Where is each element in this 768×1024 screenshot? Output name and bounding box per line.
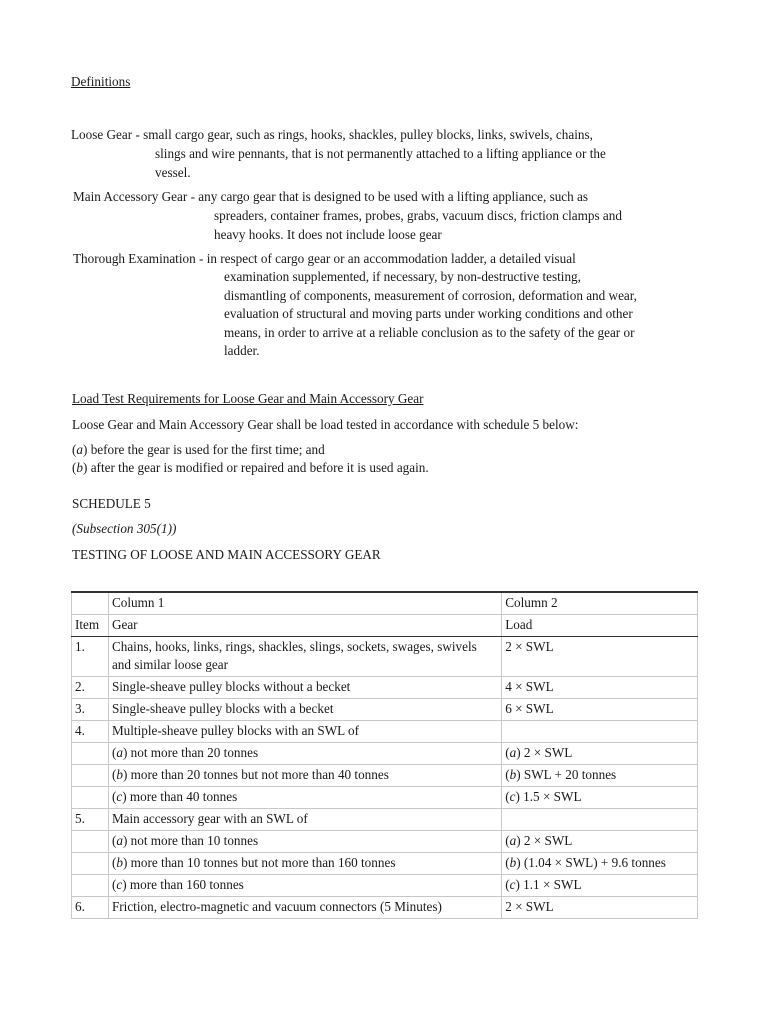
gear-cell: (b) more than 20 tonnes but not more than 40 tonnes [108,765,501,787]
table-header-row [72,615,698,637]
definition-term: Loose Gear [71,127,133,142]
load-text: SWL + 20 tonnes [523,767,617,782]
load-cell: (b) SWL + 20 tonnes [502,765,698,787]
item-number [72,743,109,765]
sub-letter: c [509,877,516,892]
gear-cell: Single-sheave pulley blocks without a becket [108,677,501,699]
load-text: 2 × SWL [523,745,573,760]
sub-letter: c [116,877,123,892]
item-number [72,787,109,809]
item-number: 1. [72,637,109,677]
definition-line: any cargo gear that is designed to be used with a lifting appliance, such as [198,189,589,204]
definition-line: small cargo gear, such as rings, hooks, shackles, pulley blocks, links, swivels, chains, [143,127,593,142]
definition-term: Thorough Examination [73,251,196,266]
gear-header: Gear [108,615,501,637]
table-row [72,787,698,809]
gear-text: not more than 20 tonnes [130,745,259,760]
table-row [72,721,698,743]
load-cell [502,809,698,831]
gear-text: not more than 10 tonnes [130,833,259,848]
condition-b: (b) after the gear is modified or repaired and before it is used again. [72,460,429,475]
item-header: Item [72,615,109,637]
item-number: 2. [72,677,109,699]
gear-cell: (c) more than 160 tonnes [108,875,501,897]
load-cell: 6 × SWL [502,699,698,721]
sub-letter: b [509,767,517,782]
sub-letter: b [116,855,123,870]
load-cell: (a) 2 × SWL [502,743,698,765]
column-2-header: Column 2 [502,592,698,615]
sub-letter: b [116,767,123,782]
definition-line: evaluation of structural and moving parts under working conditions and other [224,306,633,321]
definition-line: examination supplemented, if necessary, by non-destructive testing, [224,269,581,284]
table-row [72,831,698,853]
load-test-heading: Load Test Requirements for Loose Gear and Main Accessory Gear [72,391,424,406]
load-test-intro: Loose Gear and Main Accessory Gear shall be load tested in accordance with schedule 5 below: [72,417,579,432]
table-row [72,637,698,677]
load-cell [502,721,698,743]
gear-cell: Chains, hooks, links, rings, shackles, slings, sockets, swages, swivels and similar loose gear [108,637,501,677]
load-text: (1.04 × SWL) + 9.6 tonnes [523,855,666,870]
condition-a: (a) before the gear is used for the first time; and [72,442,325,457]
table-row [72,897,698,919]
schedule-subsection: (Subsection 305(1)) [72,521,177,536]
item-number: 5. [72,809,109,831]
sub-letter: a [116,833,123,848]
sub-letter: a [509,833,517,848]
load-header: Load [502,615,698,637]
gear-cell: Main accessory gear with an SWL of [108,809,501,831]
gear-cell: Friction, electro-magnetic and vacuum connectors (5 Minutes) [108,897,501,919]
table-row [72,743,698,765]
item-number [72,853,109,875]
load-cell: (a) 2 × SWL [502,831,698,853]
load-cell: (c) 1.1 × SWL [502,875,698,897]
load-cell: 2 × SWL [502,897,698,919]
load-cell: (b) (1.04 × SWL) + 9.6 tonnes [502,853,698,875]
definition-line: ladder. [224,343,260,358]
definition-term: Main Accessory Gear [73,189,188,204]
condition-text: before the gear is used for the first time; and [90,442,325,457]
item-number [72,765,109,787]
gear-text: more than 10 tonnes but not more than 160 tonnes [130,855,396,870]
definition-line: heavy hooks. It does not include loose gear [214,226,442,242]
definition-line: in respect of cargo gear or an accommodation ladder, a detailed visual [206,251,576,266]
condition-text: after the gear is modified or repaired and before it is used again. [90,460,429,475]
definition-line: dismantling of components, measurement of corrosion, deformation and wear, [224,287,637,303]
load-text: 1.1 × SWL [523,877,582,892]
gear-cell: (b) more than 10 tonnes but not more than 160 tonnes [108,853,501,875]
gear-cell: Single-sheave pulley blocks with a becket [108,699,501,721]
item-number [72,831,109,853]
sub-letter: c [116,789,123,804]
table-row [72,875,698,897]
load-cell: 4 × SWL [502,677,698,699]
definition-line: spreaders, container frames, probes, grabs, vacuum discs, friction clamps and [214,208,622,223]
load-text: 2 × SWL [523,833,573,848]
definition-line: slings and wire pennants, that is not permanently attached to a lifting appliance or the [155,146,606,161]
table-row [72,765,698,787]
gear-text: more than 160 tonnes [129,877,244,892]
sub-letter: b [509,855,517,870]
sub-letter: a [509,745,517,760]
schedule-table [71,591,698,919]
sub-letter: c [509,789,516,804]
column-1-header: Column 1 [108,592,501,615]
load-cell: 2 × SWL [502,637,698,677]
gear-cell: Multiple-sheave pulley blocks with an SWL of [108,721,501,743]
condition-letter: a [76,442,83,457]
table-row [72,853,698,875]
definitions-heading: Definitions [71,74,131,89]
table-row [72,699,698,721]
load-text: 1.5 × SWL [523,789,582,804]
schedule-title: SCHEDULE 5 [72,496,151,511]
item-number: 3. [72,699,109,721]
gear-cell: (c) more than 40 tonnes [108,787,501,809]
gear-text: more than 20 tonnes but not more than 40 tonnes [130,767,389,782]
definition-line: vessel. [155,164,191,180]
table-header-row [72,592,698,615]
condition-letter: b [76,460,83,475]
schedule-heading: TESTING OF LOOSE AND MAIN ACCESSORY GEAR [72,547,381,562]
gear-text: more than 40 tonnes [129,789,238,804]
table-row [72,809,698,831]
item-number: 6. [72,897,109,919]
item-number: 4. [72,721,109,743]
gear-cell: (a) not more than 10 tonnes [108,831,501,853]
load-cell: (c) 1.5 × SWL [502,787,698,809]
sub-letter: a [116,745,123,760]
table-row [72,677,698,699]
item-number [72,875,109,897]
definition-line: means, in order to arrive at a reliable conclusion as to the safety of the gear or [224,324,635,340]
gear-cell: (a) not more than 20 tonnes [108,743,501,765]
